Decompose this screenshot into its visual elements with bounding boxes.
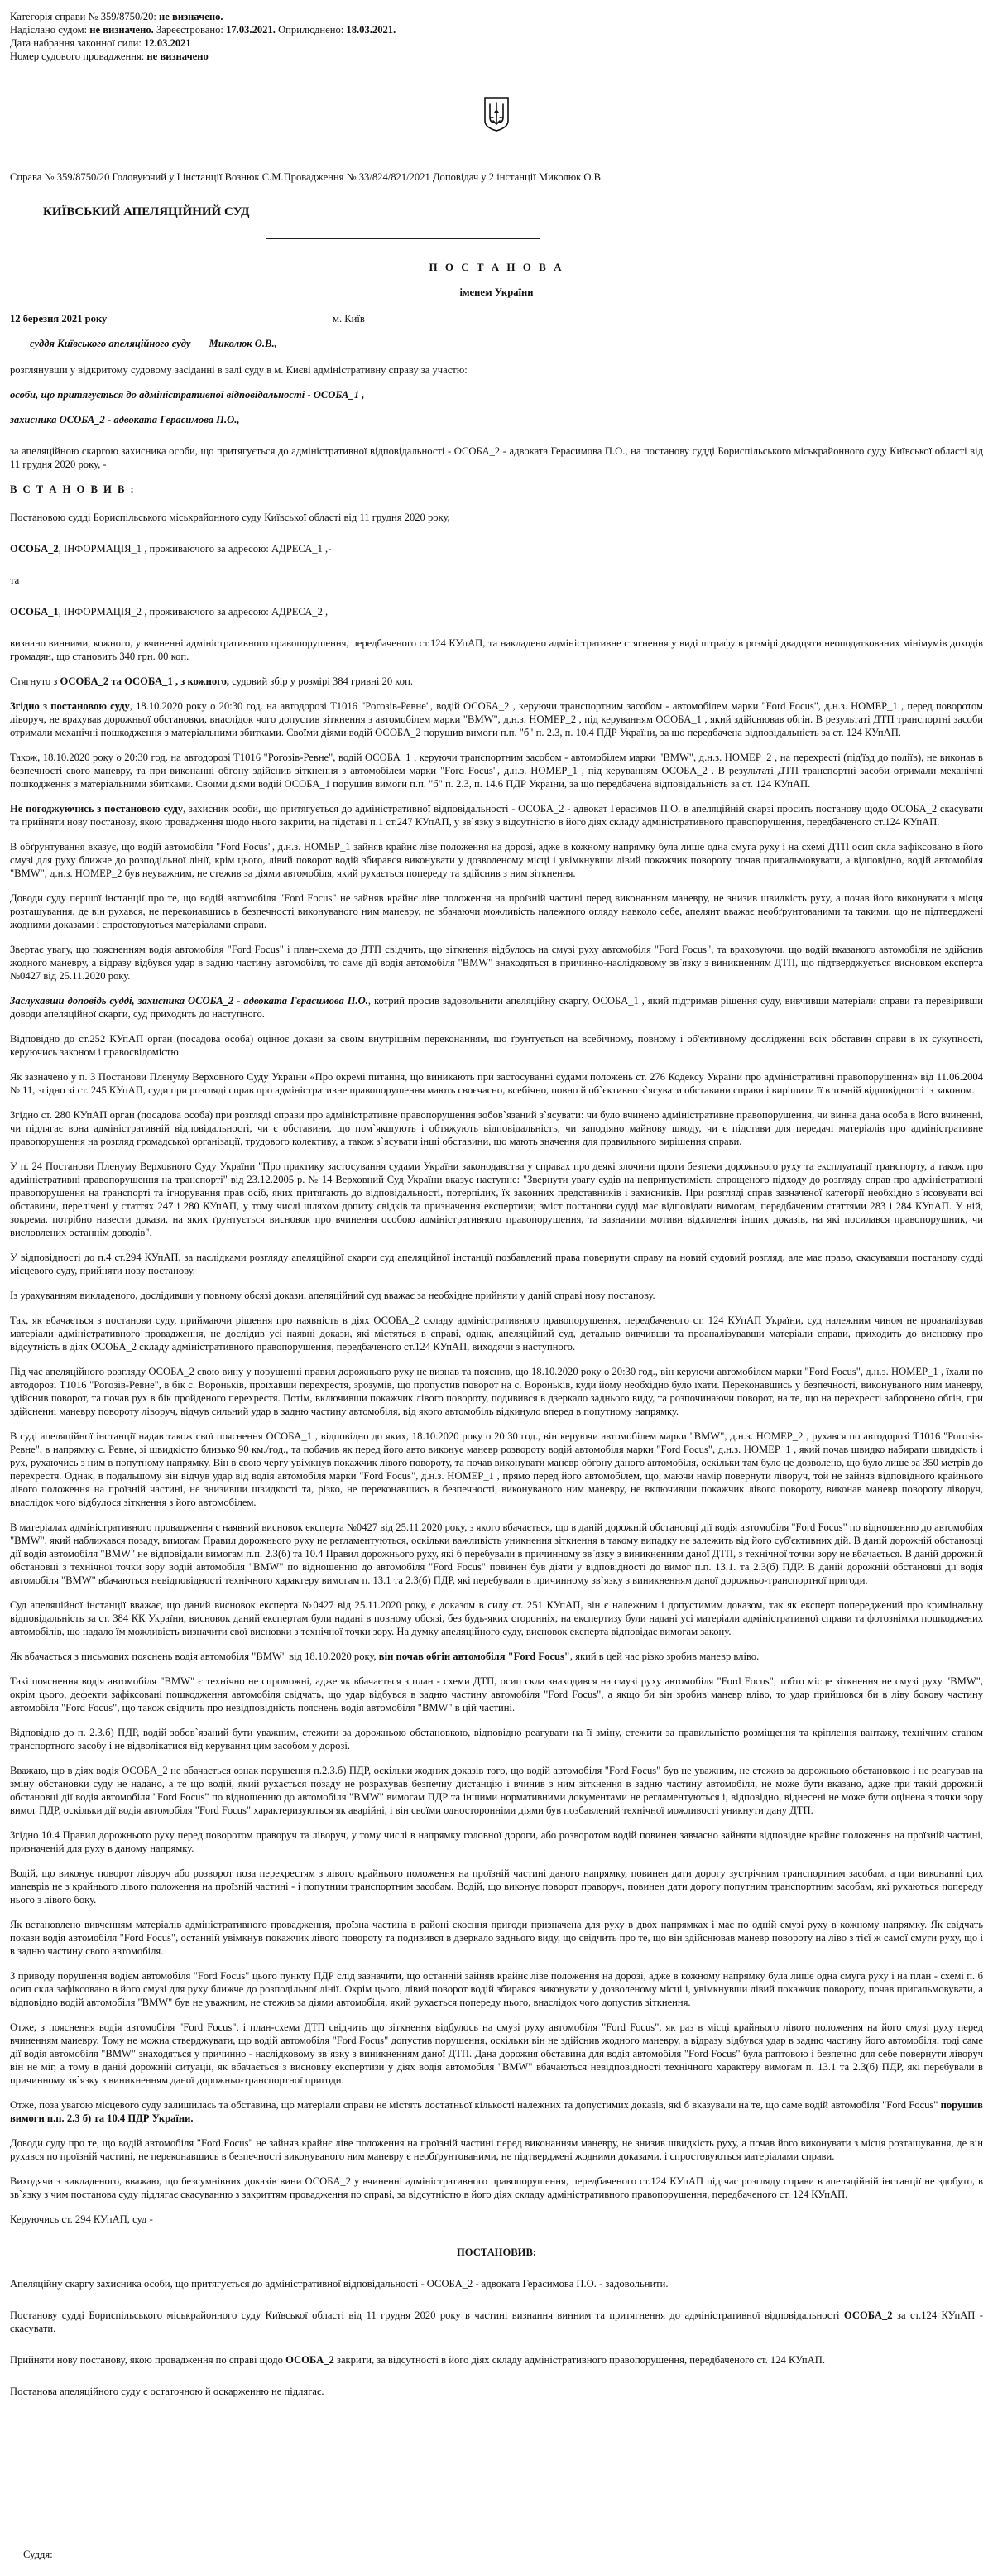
body-paragraph: Звертає увагу, що поясненням водія автомобіля "Ford Focus" і план-схема до ДТП свідчить, що зіткнення відбулось на смузі руху автомобіля "Ford Focus", та враховуючи, що водій вказаного автомобіля не здійснив жодного маневру, а відразу відбувся удар в задню частину автомобіля, то саме дії водія автомобіля "BMW" знаходяться в причинно-наслідковому зв`язку з виникненням ДТП, що підтверджується висновком експерта №0427 від 25.11.2020 року.: [10, 944, 983, 982]
text-bold: ОСОБА_2: [843, 2309, 893, 2321]
resolved-heading: ПОСТАНОВИВ:: [456, 2247, 537, 2258]
body-paragraph: [10, 699, 983, 739]
person-osoba2: [10, 542, 983, 555]
body-paragraph: [10, 2098, 983, 2125]
guilty-paragraph: визнано винними, кожного, у вчиненні адміністративного правопорушення, передбаченого ст.124 КУпАП, та накладено адміністративне стягнення у виді штрафу в розмірі двадцяти неоподаткованих мінімумів доходів громадян, що становить 340 грн. 00 коп.: [10, 637, 983, 662]
meta-label: Дата набрання законної сили:: [10, 37, 142, 49]
body-paragraph: Відповідно до ст.252 КУпАП орган (посадова особа) оцінює докази за своїм внутрішнім переконанням, що ґрунтується на всебічному, повному і об'єктивному дослідженні всіх обставин справи в їх сукупності, керуючись законом і правосвідомістю.: [10, 1033, 983, 1058]
judge-title: суддя Київського апеляційного суду: [30, 338, 191, 349]
body-paragraph: З приводу порушення водієм автомобіля "Ford Focus" цього пункту ПДР слід зазначити, що останній зайняв крайнє ліве положення на дорозі, адже в кожному напрямку була лише одна смуга руху і на план - схемі п. б осип скла зафіксовано в його смузі для руху ближче до розподільної лінії. Окрім цього, лівий поворот водій збирався виконувати у дозволеному місці і, увімкнувши лівий покажчик повороту, почав пригальмовувати, а відповідно водій автомобіля "BMW" був не уважним, не стежив за діями автомобіля, який рухається попереду нього, внаслідок чого допустив зіткнення.: [10, 1970, 983, 2008]
meta-dates: [10, 23, 983, 36]
body-paragraph: Під час апеляційного розгляду ОСОБА_2 свою вину у порушенні правил дорожнього руху не визнав та пояснив, що 18.10.2020 року о 20:30 год., він керуючи автомобілем марки "Ford Focus", д.н.з. НОМЕР_1 , їхали по автодорозі Т1016 "Рогозів-Ревне", в бік с. Вороньків, проїхавши перехрестя, зрозумів, що пропустив поворот на с. Вороньків, куди йому необхідно було їхати. Переконавшись у безпечності, виконуваного ним маневру, здійснив поворот, та почав рух в бік пройденого перехрестя. Потім, включивши покажчик лівого повороту, подивився в дзеркало заднього виду, та розпочинаючи поворот, на те, що на перехресті заборонено обгін, при здійсненні маневру повороту ліворуч, відчув сильний удар в задню частину автомобіля, від якого автомобіль відкинуло вперед в попутному напрямку.: [10, 1366, 983, 1417]
body-paragraph: Як зазначено у п. 3 Постанови Пленуму Верховного Суду України «Про окремі питання, що виникають при застосуванні судами положень ст. 276 Кодексу України про адміністративні правопорушення» від 11.06.2004 № 11, згідно зі ст. 245 КУпАП, суди при розгляді справ про адміністративне правопорушення мають своєчасно, всебічно, повно й об`єктивно з`ясувати обставини справи і вирішити її в точній відповідності із законом.: [10, 1071, 983, 1096]
text-bold: порушив вимоги п.п. 2.3 б) та 10.4 ПДР України.: [10, 2099, 983, 2124]
appeal-paragraph: за апеляційною скаргою захисника особи, що притягується до адміністративної відповідальності - ОСОБА_2 - адвоката Герасимова П.О., на постанову судді Бориспільського міськрайонного суду Київської області від 11 грудня 2020 року, -: [10, 445, 983, 470]
body-paragraph: Також, 18.10.2020 року о 20:30 год. на автодорозі Т1016 "Рогозів-Ревне", водій ОСОБА_1 , керуючи транспортним засобом - автомобілем марки "BMW", д.н.з. НОМЕР_2 , на перехресті (під'їзд до поліїв), не виконав в безпечності свого маневру, та при виконанні обгону здійснив зіткнення з автомобілем марки "Ford Focus", д.н.з. НОМЕР_1 , під керуванням ОСОБА_2 . В результаті ДТП транспортні засоби отримали механічні пошкодження з матеріальними збитками. Своїми діями водій ОСОБА_1 порушив вимоги п.п. "б" п. 2.3, п. 14.6 ПДР України, за що передбачена відповідальність за ст. 124 КУпАП.: [10, 752, 983, 790]
body-paragraph: Відповідно до п. 2.3.б) ПДР, водій зобов`язаний бути уважним, стежити за дорожньою обстановкою, відповідно реагувати на її зміну, стежити за правильністю розміщення та кріплення вантажу, технічним станом транспортного засобу і не відволікатися від керування цим засобом у дорозі.: [10, 1727, 983, 1752]
judge-line: [30, 337, 983, 350]
trident-emblem-icon: [483, 96, 510, 132]
meta-value: 17.03.2021.: [226, 24, 276, 36]
case-info-line: Справа № 359/8750/20 Головуючий у І інстанції Вознюк С.М.Провадження № 33/824/821/2021 Доповідач у 2 інстанції Миколюк О.В.: [10, 171, 604, 183]
body-paragraph: [10, 1650, 983, 1663]
text-span: Отже, поза увагою місцевого суду залишилась та обставина, що матеріали справи не містять достатньої кількості належних та допустимих доказів, які б вказували на те, що саме водій автомобіля "Ford Focus": [10, 2099, 941, 2111]
decision-date: 12 березня 2021 року: [10, 313, 108, 324]
document-metadata: [10, 10, 983, 63]
text-span: , 18.10.2020 року о 20:30 год. на автодорозі Т1016 "Рогозів-Ревне", водій ОСОБА_2 , керуючи транспортним засобом - автомобілем марки "Ford Focus", д.н.з. НОМЕР_1 , перед поворотом ліворуч, не врахував дорожньої обстановки, внаслідок чого допустив зіткнення з автомобілем марки "BMW", д.н.з. НОМЕР_2 , під керуванням ОСОБА_1 , який здійснював обгін. В результаті ДТП транспортні засоби отримали механічні пошкодження з матеріальними збитками. Своїми діями водій ОСОБА_2 порушив вимоги п.п. "б" п. 2.3, п. 10.4 ПДР України, за що передбачена відповідальність за ст. 124 КУпАП.: [10, 700, 984, 738]
meta-label: Оприлюднено:: [278, 24, 344, 36]
meta-label: Надіслано судом:: [10, 24, 88, 36]
meta-effective-date: [10, 36, 983, 50]
text-span: судовий збір у розмірі 384 гривні 20 коп.: [229, 675, 413, 687]
established-heading: В С Т А Н О В И В :: [10, 483, 136, 495]
body-paragraph: Виходячи з викладеного, вважаю, що безсумнівних доказів вини ОСОБА_2 у вчиненні адміністративного правопорушення, передбаченого ст.124 КУпАП під час розгляду справи в апеляційній інстанції не здобуто, в зв`язку з чим постанова суду підлягає скасуванню з закриттям провадження по справі, за відсутністю в його діях складу адміністративного правопорушення, передбаченого ст. 124 КУпАП.: [10, 2175, 983, 2200]
text-span: за ст.124 КУпАП - скасувати.: [10, 2309, 983, 2334]
body-paragraph: [10, 994, 983, 1021]
ruling-reference: Постановою судді Бориспільського міськрайонного суду Київської області від 11 грудня 2020 року,: [10, 512, 450, 523]
person-osoba1: [10, 605, 983, 618]
text-span: закрити, за відсутності в його діях складу адміністративного правопорушення, передбаченого ст. 124 КУпАП.: [333, 2354, 825, 2366]
body-paragraph: У п. 24 Постанови Пленуму Верховного Суду України "Про практику застосування судами України законодавства у справах про деякі злочини проти безпеки дорожнього руху та експлуатації транспорту, а також про адміністративні правопорушення на транспорті" від 23.12.2005 р. № 14 Верховний Суд України вказує наступне: "Звернути увагу судів на неприпустимість спрощеного підходу до розгляду справ про адміністративні правопорушення на транспорті та ігнорування прав осіб, яких притягають до відповідальності, потерпілих, їх законних представників і захисників. При розгляді справ зазначеної категорії необхідно з`ясовувати всі обставини, перелічені у статтях 247 і 280 КУпАП, у тому числі шляхом допиту свідків та призначення експертизи; зміст постанови судді має відповідати вимогам, передбаченим статтями 283 і 284 КУпАП. У ній, зокрема, потрібно навести докази, на яких ґрунтується висновок про вчинення особою адміністративного правопорушення, та зазначити мотиви відхилення інших доказів, на які посилався правопорушник, чи висловлених останнім доводів".: [10, 1161, 983, 1238]
resolution-item: Постанова апеляційного суду є остаточною й оскарженню не підлягає.: [10, 2386, 324, 2397]
court-name: КИЇВСЬКИЙ АПЕЛЯЦІЙНИЙ СУД: [43, 205, 250, 219]
meta-value: не визначено.: [159, 11, 223, 22]
resolution-item: [10, 2309, 983, 2335]
text-bold: ОСОБА_2 та ОСОБА_1 , з кожного,: [60, 675, 230, 687]
body-paragraph: Доводи суду про те, що водій автомобіля "Ford Focus" не зайняв крайнє ліве положення на проїзній частині перед виконанням маневру, не знизив швидкість руху, а почав його виконувати з місця розташування, де він рухався по проїзній частині, не переконавшись в безпечності виконуваного ним маневру є необґрунтованими, не підтверджені жодними доказами, і спростовуються матеріалами справи.: [10, 2137, 983, 2162]
party-person: особи, що притягується до адміністративної відповідальності - ОСОБА_1 ,: [10, 389, 365, 401]
conjunction: та: [10, 574, 20, 586]
body-paragraph: Водій, що виконує поворот ліворуч або розворот поза перехрестям з лівого крайнього положення на проїзній частині даного напрямку, повинен дати дорогу зустрічним транспортним засобам, а при виконанні цих маневрів не з крайнього лівого положення на проїзній частині - і попутним транспортним засобам. Водій, що виконує поворот праворуч, повинен дати дорогу попутним транспортним засобам, які рухаються попереду нього з лівого боку.: [10, 1867, 983, 1906]
meta-value: 12.03.2021: [144, 37, 191, 49]
text-span: Постанову судді Бориспільського міськрайонного суду Київської області від 11 грудня 2020 року в частині визнання винним та притягнення до адміністративної відповідальності: [10, 2309, 844, 2321]
body-paragraph: Суд апеляційної інстанції вважає, що даний висновок експерта №0427 від 25.11.2020 року, є доказом в силу ст. 251 КУпАП, він є належним і допустимим доказом, так як експерт попереджений про кримінальну відповідальність за ст. 384 КК України, висновок даний експертам були надані в повному обсязі, без будь-яких сторонніх, на експертизу були надані усі матеріали адміністративної справи та фотознімки пошкоджених автомобілів, що надало їм можливість визначити свої висновки з технічної точки зору. На думку апеляційного суду, висновок експерта відповідає вимогам закону.: [10, 1599, 983, 1637]
meta-label: Категорія справи № 359/8750/20:: [10, 11, 156, 22]
text-bold: він почав обгін автомобіля "Ford Focus": [378, 1651, 570, 1662]
body-paragraph: Так, як вбачається з постанови суду, приймаючи рішення про наявність в діях ОСОБА_2 складу адміністративного правопорушення, передбаченого ст. 124 КУпАП України, суд належним чином не проаналізував матеріали адміністративного провадження, не дослідив усі наявні докази, які містяться в справі, однак, апеляційний суд, детально вивчивши та проаналізувавши матеріали справи, приходить до висновку про відсутність в діях ОСОБА_2 складу адміністративного правопорушення, передбаченого ст.124 КУпАП, виходячи з наступного.: [10, 1314, 983, 1353]
text-span: , захисник особи, що притягується до адміністративної відповідальності - ОСОБА_2 - адвокат Герасимов П.О. в апеляційній скарзі просить постанову щодо ОСОБА_2 скасувати та прийняти нову постанову, якою провадження щодо нього закрити, на підставі п.1 ст.247 КУпАП, у зв`язку з відсутністю в його діях складу адміністративного правопорушення, передбаченого ст.124 КУпАП.: [10, 803, 983, 828]
meta-value: 18.03.2021.: [346, 24, 396, 36]
resolution-item: [10, 2353, 983, 2367]
body-paragraph: В матеріалах адміністративного провадження є наявний висновок експерта №0427 від 25.11.2020 року, з якого вбачається, що в даній дорожній обстановці дії водія автомобіля "Ford Focus" по відношенню до автомобіля "BMW", який наближався позаду, вимогам Правил дорожнього руху не регламентуються, оскільки важливість уникнення зіткнення в такому випадку не залежить від його суб'єктивних дій. В даній дорожній обстановці дії водія автомобіля "BMW" не відповідали вимогам п.п. 2.3(б) та 10.4 Правил дорожнього руху, які б перебували в причинному зв`язку з виникненням даної ДТП, з технічної точки зору не вбачається. В даній дорожній обстановці з технічної точки зору водій автомобіля "BMW" по відношенню до автомобіля "Ford Focus" повинен був діяти у відповідності до вимог п.п. 13.1. та 2.3(б) ПДР. В даній дорожній обстановці дії водія автомобіля "BMW" вбачаються невідповідності технічного характеру вимогам п. 13.1 та 2.3(б) ПДР, які перебували в причинному зв`язку з виникненням даної дорожньо-транспортної пригоди.: [10, 1521, 983, 1586]
meta-label: Зареєстровано:: [156, 24, 223, 36]
meta-value: не визначено: [146, 50, 209, 62]
body-paragraph: В обґрунтування вказує, що водій автомобіля "Ford Focus", д.н.з. НОМЕР_1 зайняв крайнє ліве положення на дорозі, адже в кожному напрямку була лише одна смуга руху і на схемі ДТП осип скла зафіксовано в його смузі для руху ближче до розподільної лінії, крім цього, лівий поворот водій збирався виконувати у дозволеному місці і увімкнувши лівий покажчик повороту почав пригальмовувати, а відповідно, водій автомобіля "BMW", д.н.з. НОМЕР_2 був неуважним, не стежив за діями автомобіля, який рухається попереду та здійснив з ним зіткнення.: [10, 841, 983, 879]
text-bold: ОСОБА_2: [285, 2354, 334, 2366]
date-place-row: [10, 312, 983, 325]
text-bold: Згідно з постановою суду: [10, 700, 130, 712]
body-paragraph: Як встановлено вивченням матеріалів адміністративного провадження, проїзна частина в районі скоєння пригоди призначена для руху в двох напрямках і має по одній смузі руху в кожному напрямку. Як свідчать покази водія автомобіля "Ford Focus", останній увімкнув покажчик лівого повороту та подивився в дзеркало заднього виду, що свідчить про те, що він здійснював маневр повороту на ліво з тієї ж самої смуги руху, що і в задню частину свого автомобіля.: [10, 1919, 983, 1957]
body-paragraph: [10, 802, 983, 829]
text-span: Стягнуто з: [10, 675, 60, 687]
meta-value: не визначено.: [89, 24, 154, 36]
decision-city: м. Київ: [333, 313, 365, 324]
in-the-name-of-ukraine: іменем України: [459, 286, 534, 298]
body-paragraph: Згідно ст. 280 КУпАП орган (посадова особа) при розгляді справи про адміністративне правопорушення зобов`язаний з`ясувати: чи було вчинено адміністративне правопорушення, чи винна дана особа в його вчиненні, чи підлягає вона адміністративній відповідальності, чи є обставини, що пом`якшують і обтяжують відповідальність, чи заподіяно майнову шкоду, чи є підстави для передачі матеріалів про адміністративне правопорушення на розгляд громадської організації, трудового колективу, а також з`ясувати інші обставини, що мають значення для правильного вирішення справи.: [10, 1109, 983, 1147]
body-paragraph: Такі пояснення водія автомобіля "BMW" є технічно не спроможні, адже як вбачається з план - схеми ДТП, осип скла знаходився на смузі руху автомобіля "Ford Focus", тобто місце зіткнення не смузі руху "BMW", окрім цього, дефекти зафіксовані пошкодження автомобіля свідчать, що удар відбувся в задню частину автомобіля "Ford Focus", а якщо би він зробив маневр вліво, то удар прийшовся би в ліву бокову частину автомобіля "Ford Focus", що також свідчить про невідповідність пояснень водія автомобіля "BMW" в цій частині.: [10, 1675, 983, 1713]
person-details: , ІНФОРМАЦІЯ_1 , проживаючого за адресою: АДРЕСА_1 ,-: [58, 543, 332, 555]
court-fee-paragraph: [10, 675, 983, 688]
meta-label: Номер судового провадження:: [10, 50, 145, 62]
body-paragraph: Згідно 10.4 Правил дорожнього руху перед поворотом праворуч та ліворуч, у тому числі в напрямку головної дороги, або розворотом водій повинен завчасно зайняти відповідне крайнє положення на проїзній частині, призначеній для руху в даному напрямку.: [10, 1829, 983, 1854]
body-paragraph: Отже, з пояснення водія автомобіля "Ford Focus", і план-схема ДТП свідчить що зіткнення відбулось на смузі руху автомобіля "Ford Focus", як раз в місці крайнього лівого положення на його смузі руху перед вчиненням маневру. Тому не можна стверджувати, що водій автомобіля "Ford Focus" допустив порушення, оскільки він не здійснив жодного маневру, а відразу відбувся удар в задню частину його автомобіля, тоді саме дії водія автомобіля "BMW" знаходяться у причинно - наслідковому зв`язку з виникненням даної ДТП. Дана дорожня обставина для водія автомобіля "Ford Focus" була раптовою і безпечно для себе повернути ліворуч він не міг, а тому в даній дорожній ситуації, як вбачається з висновку експертизи у діях водія автомобіля "BMW" вбачаються невідповідності технічного характеру вимогам п. 13.1 та 2.3(б) ПДР, які перебували в причинному зв`язку з виникненням даної дорожньо-транспортної пригоди.: [10, 2021, 983, 2086]
meta-proceeding-number: [10, 50, 983, 63]
text-bold: Не погоджуючись з постановою суду: [10, 803, 183, 815]
divider: [266, 238, 540, 239]
meta-category: [10, 10, 983, 23]
body-paragraph: Доводи суду першої інстанції про те, що водій автомобіля "Ford Focus" не зайняв крайнє ліве положення на проїзній частині перед виконанням маневру, не знизив швидкість руху, а почав його виконувати з місця розташування, де він рухався, не переконавшись в безпечності виконуваного ним маневру, не вбачаючи можливість належного огляду навколо себе, апелянт вважає необґрунтованими та такими, що не підтверджені жодними доказами і спростовуються матеріалами справи.: [10, 892, 983, 930]
party-defender: захисника ОСОБА_2 - адвоката Герасимова П.О.,: [10, 414, 240, 425]
text-span: Прийняти нову постанову, якою провадження по справі щодо: [10, 2354, 286, 2366]
body-paragraph: В суді апеляційної інстанції надав також свої пояснення ОСОБА_1 , відповідно до яких, 18.10.2020 року о 20:30 год., він керуючи автомобілем марки "BMW", д.н.з. НОМЕР_2 , рухався по автодорозі Т1016 "Рогозів-Ревне", в напрямку с. Ревне, зі швидкістю близько 90 км./год., та побачив як перед його авто виконує маневр розвороту водій автомобіля марки "Ford Focus", д.н.з. НОМЕР_1 , який почав швидко набирати швидкість і рух, рухаючись з ним в попутному напрямку. Він в свою чергу увімкнув покажчик лівого повороту, та почав виконувати маневр обгону даного автомобіля, оскільки там було це дозволено, що було лише за 350 метрів до перехрестя. Однак, в подальшому він відчув удар від водія автомобіля марки "Ford Focus", д.н.з. НОМЕР_1 , прямо перед його автомобілем, що, маючи намір повернути ліворуч, той не зайняв відповідного крайнього лівого положення на проїзній частині, не знизивши швидкості та, різко, не переконавшись в безпечності, виконуваного ним маневру, не включивши покажчик лівого повороту, виконав маневр повороту ліворуч, внаслідок чого відбулося зіткнення з його автомобілем.: [10, 1430, 983, 1508]
body-paragraph: Із урахуванням викладеного, дослідивши у повному обсязі докази, апеляційний суд вважає за необхідне прийняти у даній справі нову постанову.: [10, 1290, 655, 1301]
text-bold: Заслухавши доповідь судді, захисника ОСОБА_2 - адвоката Герасимова П.О.: [10, 995, 368, 1007]
document-title: П О С Т А Н О В А: [429, 261, 564, 273]
intro-paragraph: розглянувши у відкритому судовому засіданні в залі суду в м. Києві адміністративну справу за участю:: [10, 364, 468, 376]
judge-signature-label: Суддя:: [23, 2549, 53, 2560]
person-name: ОСОБА_1: [10, 606, 59, 618]
judge-name: Миколюк О.В.,: [209, 338, 277, 349]
text-span: , який в цей час різко зробив маневр вліво.: [569, 1651, 760, 1662]
person-name: ОСОБА_2: [10, 543, 59, 555]
body-paragraph: Вважаю, що в діях водія ОСОБА_2 не вбачається ознак порушення п.2.3.б) ПДР, оскільки жодних доказів того, що водій автомобіля "Ford Focus" був не уважним, не стежив за дорожньою обстановкою і не реагував на зміну обстановки суду не надано, а те що водій, який рухається позаду не розрахував безпечну дистанцію і вчинив з ним зіткнення в задню частину автомобіля, не може бути вказано, адже при такій дорожній обстановці дії водія автомобіля "Ford Focus" по відношенню до автомобіля "BMW" вимогам ПДР та іншими нормативними документами не регламентуються і, відповідно, віднесені не може бути оцінена з точки зору вимог ПДР, оскільки дії водія автомобіля "Ford Focus" характеризуються як аварійні, і він своїми односторонніми діями був позбавлений технічної можливості уникнути дану ДТП.: [10, 1765, 983, 1816]
body-paragraph: У відповідності до п.4 ст.294 КУпАП, за наслідками розгляду апеляційної скарги суд апеляційної інстанції позбавлений права повернути справу на новий судовий розгляд, але має право, скасувавши постанову судді місцевого суду, прийняти нову постанову.: [10, 1252, 983, 1276]
text-span: , котрий просив задовольнити апеляційну скаргу, ОСОБА_1 , який підтримав рішення суду, вивчивши матеріали справи та перевіривши доводи апеляційної скарги, суд приходить до наступного.: [10, 995, 983, 1020]
resolution-item: Апеляційну скаргу захисника особи, що притягується до адміністративної відповідальності - ОСОБА_2 - адвоката Герасимова П.О. - задовольнити.: [10, 2278, 669, 2290]
text-span: Як вбачається з письмових пояснень водія автомобіля "BMW" від 18.10.2020 року,: [10, 1651, 379, 1662]
body-paragraph: Керуючись ст. 294 КУпАП, суд -: [10, 2213, 153, 2225]
person-details: , ІНФОРМАЦІЯ_2 , проживаючого за адресою: АДРЕСА_2 ,: [58, 606, 329, 618]
